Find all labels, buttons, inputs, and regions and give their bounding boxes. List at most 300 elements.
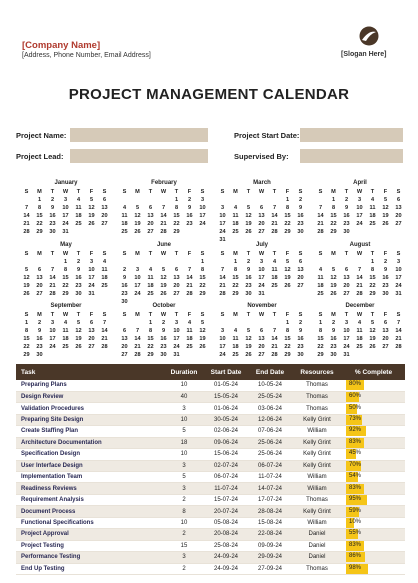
calendar-day[interactable]: 11 — [317, 275, 324, 281]
calendar-day[interactable]: 2 — [344, 197, 349, 203]
calendar-day[interactable]: 23 — [297, 221, 304, 227]
calendar-day[interactable]: 25 — [62, 344, 69, 350]
calendar-day[interactable]: 3 — [220, 328, 225, 334]
calendar-day[interactable]: 14 — [160, 213, 167, 219]
calendar-day[interactable]: 10 — [219, 336, 226, 342]
calendar-day[interactable]: 15 — [199, 275, 206, 281]
calendar-day[interactable]: 11 — [186, 328, 193, 334]
calendar-day[interactable]: 12 — [382, 205, 389, 211]
calendar-day[interactable]: 7 — [396, 320, 401, 326]
calendar-day[interactable]: 28 — [271, 229, 278, 235]
calendar-day[interactable]: 29 — [369, 291, 376, 297]
calendar-day[interactable]: 26 — [23, 291, 30, 297]
calendar-day[interactable]: 8 — [233, 267, 238, 273]
calendar-day[interactable]: 17 — [199, 213, 206, 219]
calendar-day[interactable]: 24 — [49, 344, 56, 350]
calendar-day[interactable]: 20 — [382, 336, 389, 342]
calendar-day[interactable]: 21 — [317, 221, 324, 227]
calendar-day[interactable]: 22 — [23, 344, 30, 350]
calendar-day[interactable]: 1 — [148, 320, 153, 326]
calendar-day[interactable]: 14 — [271, 213, 278, 219]
calendar-day[interactable]: 5 — [370, 320, 375, 326]
calendar-day[interactable]: 20 — [36, 283, 43, 289]
calendar-day[interactable]: 30 — [330, 352, 337, 358]
calendar-day[interactable]: 13 — [173, 275, 180, 281]
calendar-day[interactable]: 29 — [36, 229, 43, 235]
calendar-day[interactable]: 13 — [147, 213, 154, 219]
calendar-day[interactable]: 26 — [88, 221, 95, 227]
calendar-day[interactable]: 31 — [88, 291, 95, 297]
calendar-day[interactable]: 25 — [369, 221, 376, 227]
calendar-day[interactable]: 3 — [63, 197, 68, 203]
calendar-day[interactable]: 9 — [50, 205, 55, 211]
calendar-day[interactable]: 6 — [259, 205, 264, 211]
calendar-day[interactable]: 3 — [357, 197, 362, 203]
calendar-day[interactable]: 17 — [173, 336, 180, 342]
calendar-day[interactable]: 14 — [356, 275, 363, 281]
calendar-day[interactable]: 25 — [147, 291, 154, 297]
calendar-day[interactable]: 10 — [173, 328, 180, 334]
calendar-day[interactable]: 5 — [76, 320, 81, 326]
calendar-day[interactable]: 18 — [369, 213, 376, 219]
calendar-day[interactable]: 13 — [297, 267, 304, 273]
calendar-day[interactable]: 13 — [121, 336, 128, 342]
calendar-day[interactable]: 5 — [383, 197, 388, 203]
calendar-day[interactable]: 1 — [233, 259, 238, 265]
calendar-day[interactable]: 3 — [135, 267, 140, 273]
calendar-day[interactable]: 24 — [134, 291, 141, 297]
calendar-day[interactable]: 28 — [219, 291, 226, 297]
calendar-day[interactable]: 12 — [245, 336, 252, 342]
calendar-day[interactable]: 30 — [75, 291, 82, 297]
calendar-day[interactable]: 4 — [148, 267, 153, 273]
calendar-day[interactable]: 14 — [219, 275, 226, 281]
calendar-day[interactable]: 9 — [246, 267, 251, 273]
calendar-day[interactable]: 2 — [298, 320, 303, 326]
calendar-day[interactable]: 1 — [24, 320, 29, 326]
calendar-day[interactable]: 25 — [271, 283, 278, 289]
calendar-day[interactable]: 10 — [49, 328, 56, 334]
calendar-day[interactable]: 12 — [199, 328, 206, 334]
calendar-day[interactable]: 18 — [271, 275, 278, 281]
calendar-day[interactable]: 11 — [121, 213, 128, 219]
calendar-day[interactable]: 27 — [343, 291, 350, 297]
calendar-day[interactable]: 4 — [76, 197, 81, 203]
calendar-day[interactable]: 3 — [259, 259, 264, 265]
calendar-day[interactable]: 28 — [49, 291, 56, 297]
calendar-day[interactable]: 9 — [76, 267, 81, 273]
project-lead-field[interactable] — [70, 149, 208, 163]
calendar-day[interactable]: 7 — [357, 267, 362, 273]
calendar-day[interactable]: 29 — [147, 352, 154, 358]
calendar-day[interactable]: 30 — [297, 229, 304, 235]
calendar-day[interactable]: 23 — [121, 291, 128, 297]
calendar-day[interactable]: 4 — [370, 197, 375, 203]
calendar-day[interactable]: 22 — [232, 283, 239, 289]
calendar-day[interactable]: 26 — [160, 291, 167, 297]
calendar-day[interactable]: 24 — [219, 229, 226, 235]
calendar-day[interactable]: 26 — [75, 344, 82, 350]
calendar-day[interactable]: 31 — [395, 291, 402, 297]
calendar-day[interactable]: 23 — [382, 283, 389, 289]
calendar-day[interactable]: 26 — [284, 283, 291, 289]
calendar-day[interactable]: 29 — [232, 291, 239, 297]
calendar-day[interactable]: 21 — [134, 344, 141, 350]
calendar-day[interactable]: 29 — [330, 229, 337, 235]
calendar-day[interactable]: 8 — [285, 205, 290, 211]
calendar-day[interactable]: 17 — [62, 213, 69, 219]
calendar-day[interactable]: 29 — [317, 352, 324, 358]
calendar-day[interactable]: 16 — [343, 213, 350, 219]
calendar-day[interactable]: 20 — [121, 344, 128, 350]
calendar-day[interactable]: 25 — [75, 221, 82, 227]
calendar-day[interactable]: 18 — [62, 336, 69, 342]
calendar-day[interactable]: 19 — [134, 221, 141, 227]
calendar-day[interactable]: 22 — [317, 344, 324, 350]
calendar-day[interactable]: 28 — [356, 291, 363, 297]
calendar-day[interactable]: 8 — [331, 205, 336, 211]
calendar-day[interactable]: 4 — [357, 320, 362, 326]
calendar-day[interactable]: 6 — [383, 320, 388, 326]
calendar-day[interactable]: 27 — [173, 291, 180, 297]
calendar-day[interactable]: 2 — [50, 197, 55, 203]
calendar-day[interactable]: 28 — [271, 352, 278, 358]
calendar-day[interactable]: 17 — [343, 336, 350, 342]
calendar-day[interactable]: 12 — [23, 275, 30, 281]
calendar-day[interactable]: 29 — [173, 229, 180, 235]
calendar-day[interactable]: 17 — [134, 283, 141, 289]
calendar-day[interactable]: 31 — [173, 352, 180, 358]
calendar-day[interactable]: 31 — [343, 352, 350, 358]
calendar-day[interactable]: 1 — [174, 197, 179, 203]
calendar-day[interactable]: 3 — [200, 197, 205, 203]
calendar-day[interactable]: 22 — [284, 221, 291, 227]
start-date-field[interactable] — [300, 128, 403, 142]
calendar-day[interactable]: 7 — [102, 320, 107, 326]
calendar-day[interactable]: 11 — [369, 205, 376, 211]
calendar-day[interactable]: 25 — [356, 344, 363, 350]
calendar-day[interactable]: 14 — [271, 336, 278, 342]
calendar-day[interactable]: 27 — [258, 229, 265, 235]
calendar-day[interactable]: 24 — [62, 221, 69, 227]
calendar-day[interactable]: 19 — [75, 336, 82, 342]
calendar-day[interactable]: 11 — [271, 267, 278, 273]
calendar-day[interactable]: 30 — [382, 291, 389, 297]
calendar-day[interactable]: 7 — [24, 205, 29, 211]
calendar-day[interactable]: 10 — [356, 205, 363, 211]
calendar-day[interactable]: 27 — [36, 291, 43, 297]
calendar-day[interactable]: 19 — [160, 283, 167, 289]
calendar-day[interactable]: 12 — [369, 328, 376, 334]
calendar-day[interactable]: 9 — [187, 205, 192, 211]
calendar-day[interactable]: 20 — [297, 275, 304, 281]
calendar-day[interactable]: 30 — [297, 352, 304, 358]
calendar-day[interactable]: 10 — [258, 267, 265, 273]
calendar-day[interactable]: 1 — [285, 197, 290, 203]
calendar-day[interactable]: 29 — [23, 352, 30, 358]
calendar-day[interactable]: 15 — [284, 336, 291, 342]
calendar-day[interactable]: 9 — [37, 328, 42, 334]
calendar-day[interactable]: 24 — [258, 283, 265, 289]
calendar-day[interactable]: 10 — [219, 213, 226, 219]
calendar-day[interactable]: 27 — [258, 352, 265, 358]
calendar-day[interactable]: 16 — [330, 336, 337, 342]
calendar-day[interactable]: 17 — [219, 344, 226, 350]
calendar-day[interactable]: 21 — [186, 283, 193, 289]
calendar-day[interactable]: 19 — [330, 283, 337, 289]
calendar-day[interactable]: 25 — [101, 283, 108, 289]
calendar-day[interactable]: 8 — [63, 267, 68, 273]
calendar-day[interactable]: 26 — [245, 229, 252, 235]
calendar-day[interactable]: 29 — [62, 291, 69, 297]
calendar-day[interactable]: 7 — [135, 328, 140, 334]
calendar-day[interactable]: 19 — [245, 221, 252, 227]
calendar-day[interactable]: 18 — [101, 275, 108, 281]
calendar-day[interactable]: 1 — [200, 259, 205, 265]
calendar-day[interactable]: 18 — [232, 344, 239, 350]
calendar-day[interactable]: 9 — [161, 328, 166, 334]
calendar-day[interactable]: 10 — [134, 275, 141, 281]
calendar-day[interactable]: 10 — [395, 267, 402, 273]
calendar-day[interactable]: 20 — [173, 283, 180, 289]
calendar-day[interactable]: 23 — [49, 221, 56, 227]
calendar-day[interactable]: 6 — [298, 259, 303, 265]
calendar-day[interactable]: 5 — [246, 205, 251, 211]
calendar-day[interactable]: 2 — [383, 259, 388, 265]
calendar-day[interactable]: 28 — [134, 352, 141, 358]
calendar-day[interactable]: 16 — [36, 336, 43, 342]
calendar-day[interactable]: 16 — [121, 283, 128, 289]
calendar-day[interactable]: 27 — [297, 283, 304, 289]
calendar-day[interactable]: 29 — [199, 291, 206, 297]
calendar-day[interactable]: 28 — [186, 291, 193, 297]
calendar-day[interactable]: 23 — [245, 283, 252, 289]
calendar-day[interactable]: 15 — [62, 275, 69, 281]
calendar-day[interactable]: 21 — [395, 336, 402, 342]
calendar-day[interactable]: 15 — [23, 336, 30, 342]
calendar-day[interactable]: 15 — [284, 213, 291, 219]
calendar-day[interactable]: 13 — [258, 213, 265, 219]
calendar-day[interactable]: 2 — [331, 320, 336, 326]
calendar-day[interactable]: 7 — [187, 267, 192, 273]
calendar-day[interactable]: 17 — [49, 336, 56, 342]
calendar-day[interactable]: 6 — [37, 267, 42, 273]
calendar-day[interactable]: 11 — [232, 213, 239, 219]
calendar-day[interactable]: 23 — [330, 344, 337, 350]
calendar-day[interactable]: 20 — [147, 221, 154, 227]
calendar-day[interactable]: 13 — [36, 275, 43, 281]
calendar-day[interactable]: 15 — [330, 213, 337, 219]
calendar-day[interactable]: 30 — [245, 291, 252, 297]
calendar-day[interactable]: 5 — [24, 267, 29, 273]
calendar-day[interactable]: 17 — [219, 221, 226, 227]
calendar-day[interactable]: 19 — [369, 336, 376, 342]
calendar-day[interactable]: 23 — [297, 344, 304, 350]
calendar-day[interactable]: 22 — [62, 283, 69, 289]
calendar-day[interactable]: 21 — [219, 283, 226, 289]
calendar-day[interactable]: 8 — [148, 328, 153, 334]
calendar-day[interactable]: 6 — [102, 197, 107, 203]
calendar-day[interactable]: 20 — [343, 283, 350, 289]
calendar-day[interactable]: 19 — [284, 275, 291, 281]
calendar-day[interactable]: 5 — [200, 320, 205, 326]
calendar-day[interactable]: 10 — [88, 267, 95, 273]
calendar-day[interactable]: 2 — [246, 259, 251, 265]
calendar-day[interactable]: 11 — [232, 336, 239, 342]
calendar-day[interactable]: 24 — [173, 344, 180, 350]
calendar-day[interactable]: 12 — [284, 267, 291, 273]
calendar-day[interactable]: 25 — [121, 229, 128, 235]
calendar-day[interactable]: 23 — [160, 344, 167, 350]
calendar-day[interactable]: 20 — [395, 213, 402, 219]
calendar-day[interactable]: 4 — [122, 205, 127, 211]
calendar-day[interactable]: 30 — [121, 299, 128, 305]
calendar-day[interactable]: 8 — [200, 267, 205, 273]
calendar-day[interactable]: 14 — [134, 336, 141, 342]
calendar-day[interactable]: 8 — [318, 328, 323, 334]
calendar-day[interactable]: 16 — [160, 336, 167, 342]
calendar-day[interactable]: 22 — [330, 221, 337, 227]
calendar-day[interactable]: 15 — [36, 213, 43, 219]
calendar-day[interactable]: 27 — [101, 221, 108, 227]
calendar-day[interactable]: 8 — [174, 205, 179, 211]
calendar-day[interactable]: 2 — [37, 320, 42, 326]
calendar-day[interactable]: 10 — [343, 328, 350, 334]
calendar-day[interactable]: 6 — [174, 267, 179, 273]
calendar-day[interactable]: 4 — [187, 320, 192, 326]
calendar-day[interactable]: 26 — [382, 221, 389, 227]
calendar-day[interactable]: 15 — [317, 336, 324, 342]
calendar-day[interactable]: 4 — [318, 267, 323, 273]
calendar-day[interactable]: 24 — [356, 221, 363, 227]
supervised-by-field[interactable] — [300, 149, 403, 163]
calendar-day[interactable]: 11 — [147, 275, 154, 281]
calendar-day[interactable]: 18 — [356, 336, 363, 342]
calendar-day[interactable]: 18 — [75, 213, 82, 219]
calendar-day[interactable]: 1 — [37, 197, 42, 203]
calendar-day[interactable]: 5 — [285, 259, 290, 265]
calendar-day[interactable]: 22 — [369, 283, 376, 289]
calendar-day[interactable]: 4 — [233, 205, 238, 211]
calendar-day[interactable]: 22 — [199, 283, 206, 289]
calendar-day[interactable]: 12 — [245, 213, 252, 219]
calendar-day[interactable]: 14 — [317, 213, 324, 219]
calendar-day[interactable]: 27 — [147, 229, 154, 235]
calendar-day[interactable]: 6 — [122, 328, 127, 334]
calendar-day[interactable]: 21 — [160, 221, 167, 227]
calendar-day[interactable]: 17 — [258, 275, 265, 281]
calendar-day[interactable]: 21 — [23, 221, 30, 227]
calendar-day[interactable]: 5 — [161, 267, 166, 273]
calendar-day[interactable]: 19 — [88, 213, 95, 219]
calendar-day[interactable]: 24 — [88, 283, 95, 289]
calendar-day[interactable]: 29 — [284, 229, 291, 235]
calendar-day[interactable]: 9 — [122, 275, 127, 281]
calendar-day[interactable]: 23 — [343, 221, 350, 227]
calendar-day[interactable]: 11 — [75, 205, 82, 211]
calendar-day[interactable]: 6 — [344, 267, 349, 273]
calendar-day[interactable]: 26 — [245, 352, 252, 358]
calendar-day[interactable]: 18 — [317, 283, 324, 289]
calendar-day[interactable]: 18 — [147, 283, 154, 289]
calendar-day[interactable]: 30 — [160, 352, 167, 358]
calendar-day[interactable]: 11 — [101, 267, 108, 273]
calendar-day[interactable]: 2 — [122, 267, 127, 273]
calendar-day[interactable]: 16 — [75, 275, 82, 281]
calendar-day[interactable]: 25 — [317, 291, 324, 297]
calendar-day[interactable]: 16 — [186, 213, 193, 219]
calendar-day[interactable]: 9 — [298, 328, 303, 334]
calendar-day[interactable]: 30 — [36, 352, 43, 358]
calendar-day[interactable]: 8 — [37, 205, 42, 211]
calendar-day[interactable]: 28 — [101, 344, 108, 350]
calendar-day[interactable]: 3 — [220, 205, 225, 211]
calendar-day[interactable]: 5 — [135, 205, 140, 211]
calendar-day[interactable]: 3 — [50, 320, 55, 326]
calendar-day[interactable]: 7 — [50, 267, 55, 273]
calendar-day[interactable]: 16 — [245, 275, 252, 281]
project-name-field[interactable] — [70, 128, 208, 142]
calendar-day[interactable]: 12 — [75, 328, 82, 334]
calendar-day[interactable]: 13 — [395, 205, 402, 211]
calendar-day[interactable]: 4 — [102, 259, 107, 265]
calendar-day[interactable]: 16 — [297, 213, 304, 219]
calendar-day[interactable]: 11 — [356, 328, 363, 334]
calendar-day[interactable]: 13 — [88, 328, 95, 334]
calendar-day[interactable]: 3 — [174, 320, 179, 326]
calendar-day[interactable]: 28 — [317, 229, 324, 235]
calendar-day[interactable]: 16 — [49, 213, 56, 219]
calendar-day[interactable]: 18 — [121, 221, 128, 227]
calendar-day[interactable]: 6 — [396, 197, 401, 203]
calendar-day[interactable]: 21 — [356, 283, 363, 289]
calendar-day[interactable]: 21 — [271, 344, 278, 350]
calendar-day[interactable]: 9 — [298, 205, 303, 211]
calendar-day[interactable]: 6 — [259, 328, 264, 334]
calendar-day[interactable]: 23 — [75, 283, 82, 289]
calendar-day[interactable]: 3 — [344, 320, 349, 326]
calendar-day[interactable]: 7 — [220, 267, 225, 273]
calendar-day[interactable]: 8 — [370, 267, 375, 273]
calendar-day[interactable]: 31 — [219, 237, 226, 243]
calendar-day[interactable]: 22 — [173, 221, 180, 227]
calendar-day[interactable]: 9 — [344, 205, 349, 211]
calendar-day[interactable]: 15 — [232, 275, 239, 281]
calendar-day[interactable]: 6 — [89, 320, 94, 326]
calendar-day[interactable]: 12 — [134, 213, 141, 219]
calendar-day[interactable]: 3 — [396, 259, 401, 265]
calendar-day[interactable]: 14 — [186, 275, 193, 281]
calendar-day[interactable]: 11 — [62, 328, 69, 334]
calendar-day[interactable]: 31 — [258, 291, 265, 297]
calendar-day[interactable]: 17 — [356, 213, 363, 219]
calendar-day[interactable]: 9 — [331, 328, 336, 334]
calendar-day[interactable]: 26 — [134, 229, 141, 235]
calendar-day[interactable]: 24 — [395, 283, 402, 289]
calendar-day[interactable]: 27 — [88, 344, 95, 350]
calendar-day[interactable]: 1 — [331, 197, 336, 203]
calendar-day[interactable]: 3 — [89, 259, 94, 265]
calendar-day[interactable]: 23 — [36, 344, 43, 350]
calendar-day[interactable]: 22 — [147, 344, 154, 350]
calendar-day[interactable]: 23 — [186, 221, 193, 227]
calendar-day[interactable]: 22 — [36, 221, 43, 227]
calendar-day[interactable]: 16 — [297, 336, 304, 342]
calendar-day[interactable]: 7 — [272, 328, 277, 334]
calendar-day[interactable]: 12 — [88, 205, 95, 211]
calendar-day[interactable]: 19 — [245, 344, 252, 350]
calendar-day[interactable]: 24 — [199, 221, 206, 227]
